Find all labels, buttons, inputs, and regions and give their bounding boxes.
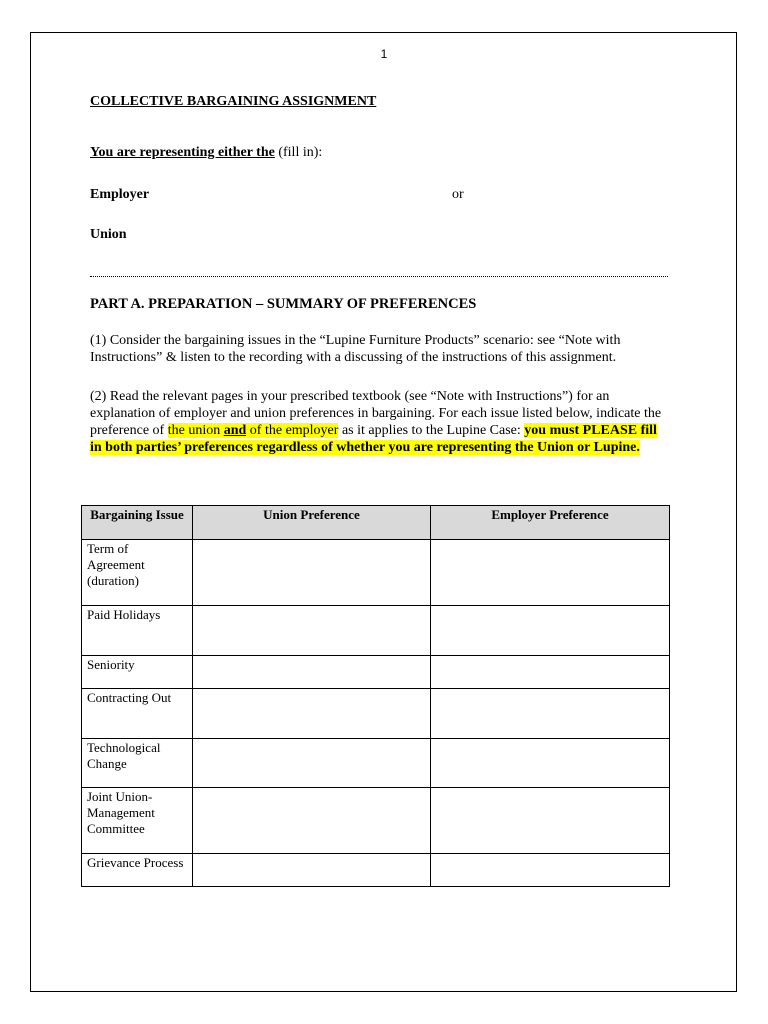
- representing-bold-text: You are representing either the: [90, 145, 275, 160]
- instruction-paragraph-1: (1) Consider the bargaining issues in the “Lupine Furniture Products” scenario: see “Note with Instructions” & listen to the recording with a discussing of the instructions of this assignment.: [90, 333, 621, 365]
- highlight-and: and: [223, 423, 247, 438]
- issue-cell: Grievance Process: [82, 854, 193, 887]
- table-row: [82, 689, 670, 739]
- issue-cell: Paid Holidays: [82, 606, 193, 656]
- union-label: Union: [90, 227, 127, 242]
- highlight-employer: of the employer: [246, 423, 339, 438]
- union-preference-cell[interactable]: [193, 739, 431, 788]
- preferences-table: [81, 505, 670, 887]
- table-row: [82, 540, 670, 606]
- employer-preference-cell[interactable]: [431, 540, 670, 606]
- instruction-paragraph-2: [90, 388, 672, 456]
- employer-preference-cell[interactable]: [431, 854, 670, 887]
- union-preference-cell[interactable]: [193, 689, 431, 739]
- union-preference-cell[interactable]: [193, 656, 431, 689]
- table-row: [82, 788, 670, 854]
- highlight-bold-instruction: you must PLEASE fill in both parties’ preferences regardless of whether you are representing the Union or Lupine.: [90, 423, 657, 455]
- employer-label: Employer: [90, 187, 150, 202]
- table-header-row: [82, 506, 670, 540]
- issue-cell: Term of Agreement (duration): [82, 540, 193, 606]
- page-number: 1: [380, 47, 388, 61]
- document-title: COLLECTIVE BARGAINING ASSIGNMENT: [90, 94, 377, 109]
- union-preference-cell[interactable]: [193, 606, 431, 656]
- header-bargaining-issue: Bargaining Issue: [82, 506, 193, 540]
- table-row: [82, 606, 670, 656]
- or-label: or: [452, 187, 464, 202]
- issue-cell: Technological Change: [82, 739, 193, 788]
- paragraph2-text-1: (2) Read the relevant pages in your prescribed textbook (see “Note with Instructions”) for an explanation of employer and union preferences in bargaining. For each issue listed below, indicate the preference of: [90, 389, 662, 438]
- part-a-heading: PART A. PREPARATION – SUMMARY OF PREFERENCES: [90, 296, 477, 312]
- employer-preference-cell[interactable]: [431, 788, 670, 854]
- union-preference-cell[interactable]: [193, 788, 431, 854]
- table-row: [82, 854, 670, 887]
- employer-preference-cell[interactable]: [431, 606, 670, 656]
- paragraph2-text-2: as it applies to the Lupine Case:: [338, 423, 525, 438]
- table-row: [82, 739, 670, 788]
- highlight-union: the union: [167, 423, 224, 438]
- employer-preference-cell[interactable]: [431, 739, 670, 788]
- table-row: [82, 656, 670, 689]
- employer-preference-cell[interactable]: [431, 689, 670, 739]
- dotted-separator: [90, 276, 668, 277]
- header-union-preference: Union Preference: [193, 506, 431, 540]
- issue-cell: Joint Union-Management Committee: [82, 788, 193, 854]
- issue-cell: Seniority: [82, 656, 193, 689]
- employer-preference-cell[interactable]: [431, 656, 670, 689]
- union-preference-cell[interactable]: [193, 540, 431, 606]
- issue-cell: Contracting Out: [82, 689, 193, 739]
- union-preference-cell[interactable]: [193, 854, 431, 887]
- header-employer-preference: Employer Preference: [431, 506, 670, 540]
- representing-rest-text: (fill in):: [274, 145, 323, 160]
- representing-prompt: [90, 145, 322, 161]
